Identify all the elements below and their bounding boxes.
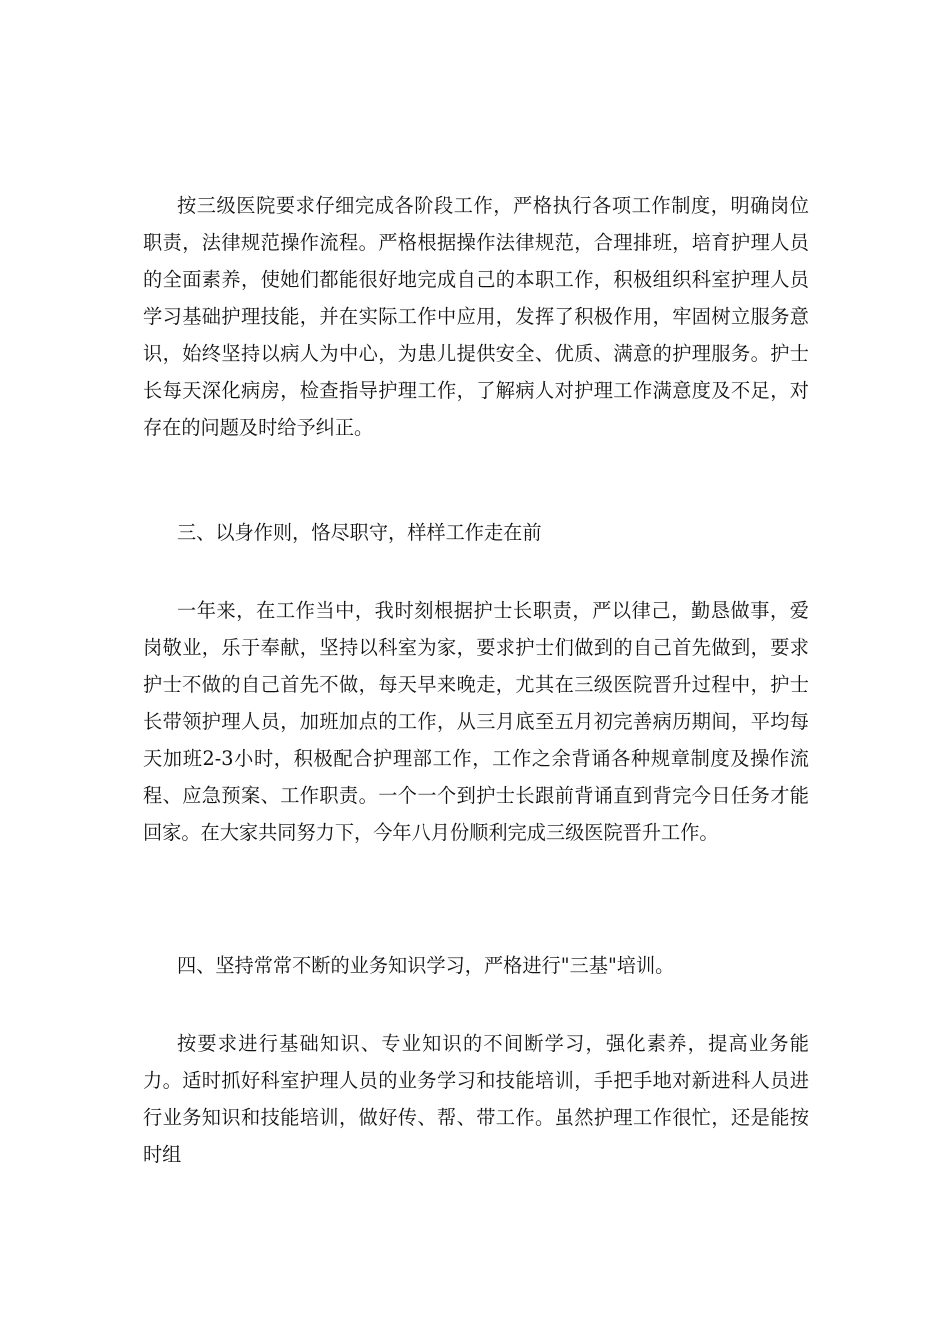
section-heading-3: 三、以身作则，恪尽职守，样样工作走在前	[177, 521, 542, 544]
paragraph-lead-by-example: 一年来，在工作当中，我时刻根据护士长职责，严以律己，勤恳做事，爱岗敬业，乐于奉献，坚持以科室为家，要求护士们做到的自己首先做到，要求护士不做的自己首先不做，每天早来晚走，尤其在三级医院晋升过程中，护士长带领护理人员，加班加点的工作，从三月底至五月初完善病历期间，平均每天加班2-3小时，积极配合护理部工作，工作之余背诵各种规章制度及操作流程、应急预案、工作职责。一个一个到护士长跟前背诵直到背完今日任务才能回家。在大家共同努力下，今年八月份顺利完成三级医院晋升工作。	[143, 599, 809, 844]
paragraph-work-procedures: 按三级医院要求仔细完成各阶段工作，严格执行各项工作制度，明确岗位职责，法律规范操作流程。严格根据操作法律规范，合理排班，培育护理人员的全面素养，使她们都能很好地完成自己的本职工作，积极组织科室护理人员学习基础护理技能，并在实际工作中应用，发挥了积极作用，牢固树立服务意识，始终坚持以病人为中心，为患儿提供安全、优质、满意的护理服务。护士长每天深化病房，检查指导护理工作，了解病人对护理工作满意度及不足，对存在的问题及时给予纠正。	[143, 194, 809, 439]
paragraph-training: 按要求进行基础知识、专业知识的不间断学习，强化素养，提高业务能力。适时抓好科室护理人员的业务学习和技能培训，手把手地对新进科人员进行业务知识和技能培训，做好传、帮、带工作。虽然护理工作很忙，还是能按时组	[143, 1032, 809, 1166]
section-heading-4: 四、坚持常常不断的业务知识学习，严格进行"三基"培训。	[177, 954, 675, 977]
